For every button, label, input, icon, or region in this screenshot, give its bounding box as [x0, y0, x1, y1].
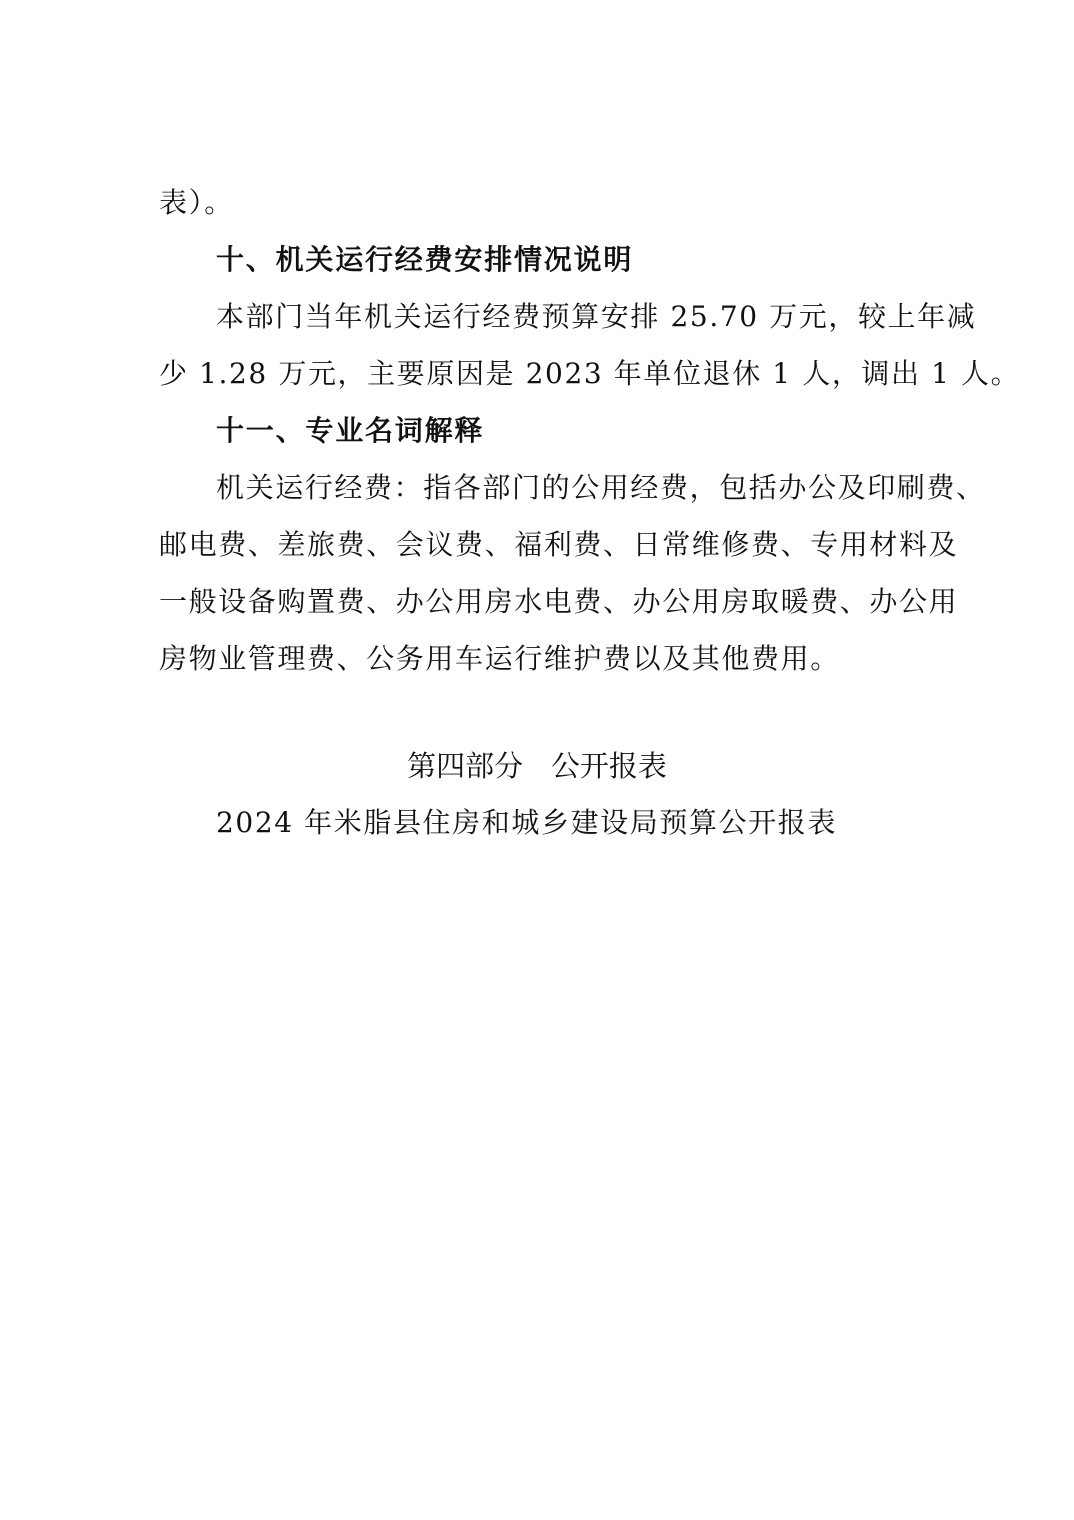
section-ten-paragraph-line: 少 1.28 万元，主要原因是 2023 年单位退休 1 人，调出 1 人。: [159, 357, 1021, 390]
section-eleven-paragraph-line: 一般设备购置费、办公用房水电费、办公用房取暖费、办公用: [159, 585, 959, 618]
section-ten-paragraph-line: 本部门当年机关运行经费预算安排 25.70 万元，较上年减: [216, 300, 977, 333]
section-eleven-paragraph-line: 机关运行经费：指各部门的公用经费，包括办公及印刷费、: [216, 471, 986, 504]
part-four-title: 第四部分 公开报表: [407, 749, 667, 783]
section-ten-heading: 十、机关运行经费安排情况说明: [216, 243, 634, 276]
section-eleven-paragraph-line: 房物业管理费、公务用车运行维护费以及其他费用。: [159, 642, 840, 675]
section-eleven-paragraph-line: 邮电费、差旅费、会议费、福利费、日常维修费、专用材料及: [159, 528, 959, 561]
section-eleven-heading: 十一、专业名词解释: [216, 414, 485, 447]
continuation-text: 表）。: [159, 186, 234, 219]
part-four-subtitle: 2024 年米脂县住房和城乡建设局预算公开报表: [216, 806, 837, 839]
